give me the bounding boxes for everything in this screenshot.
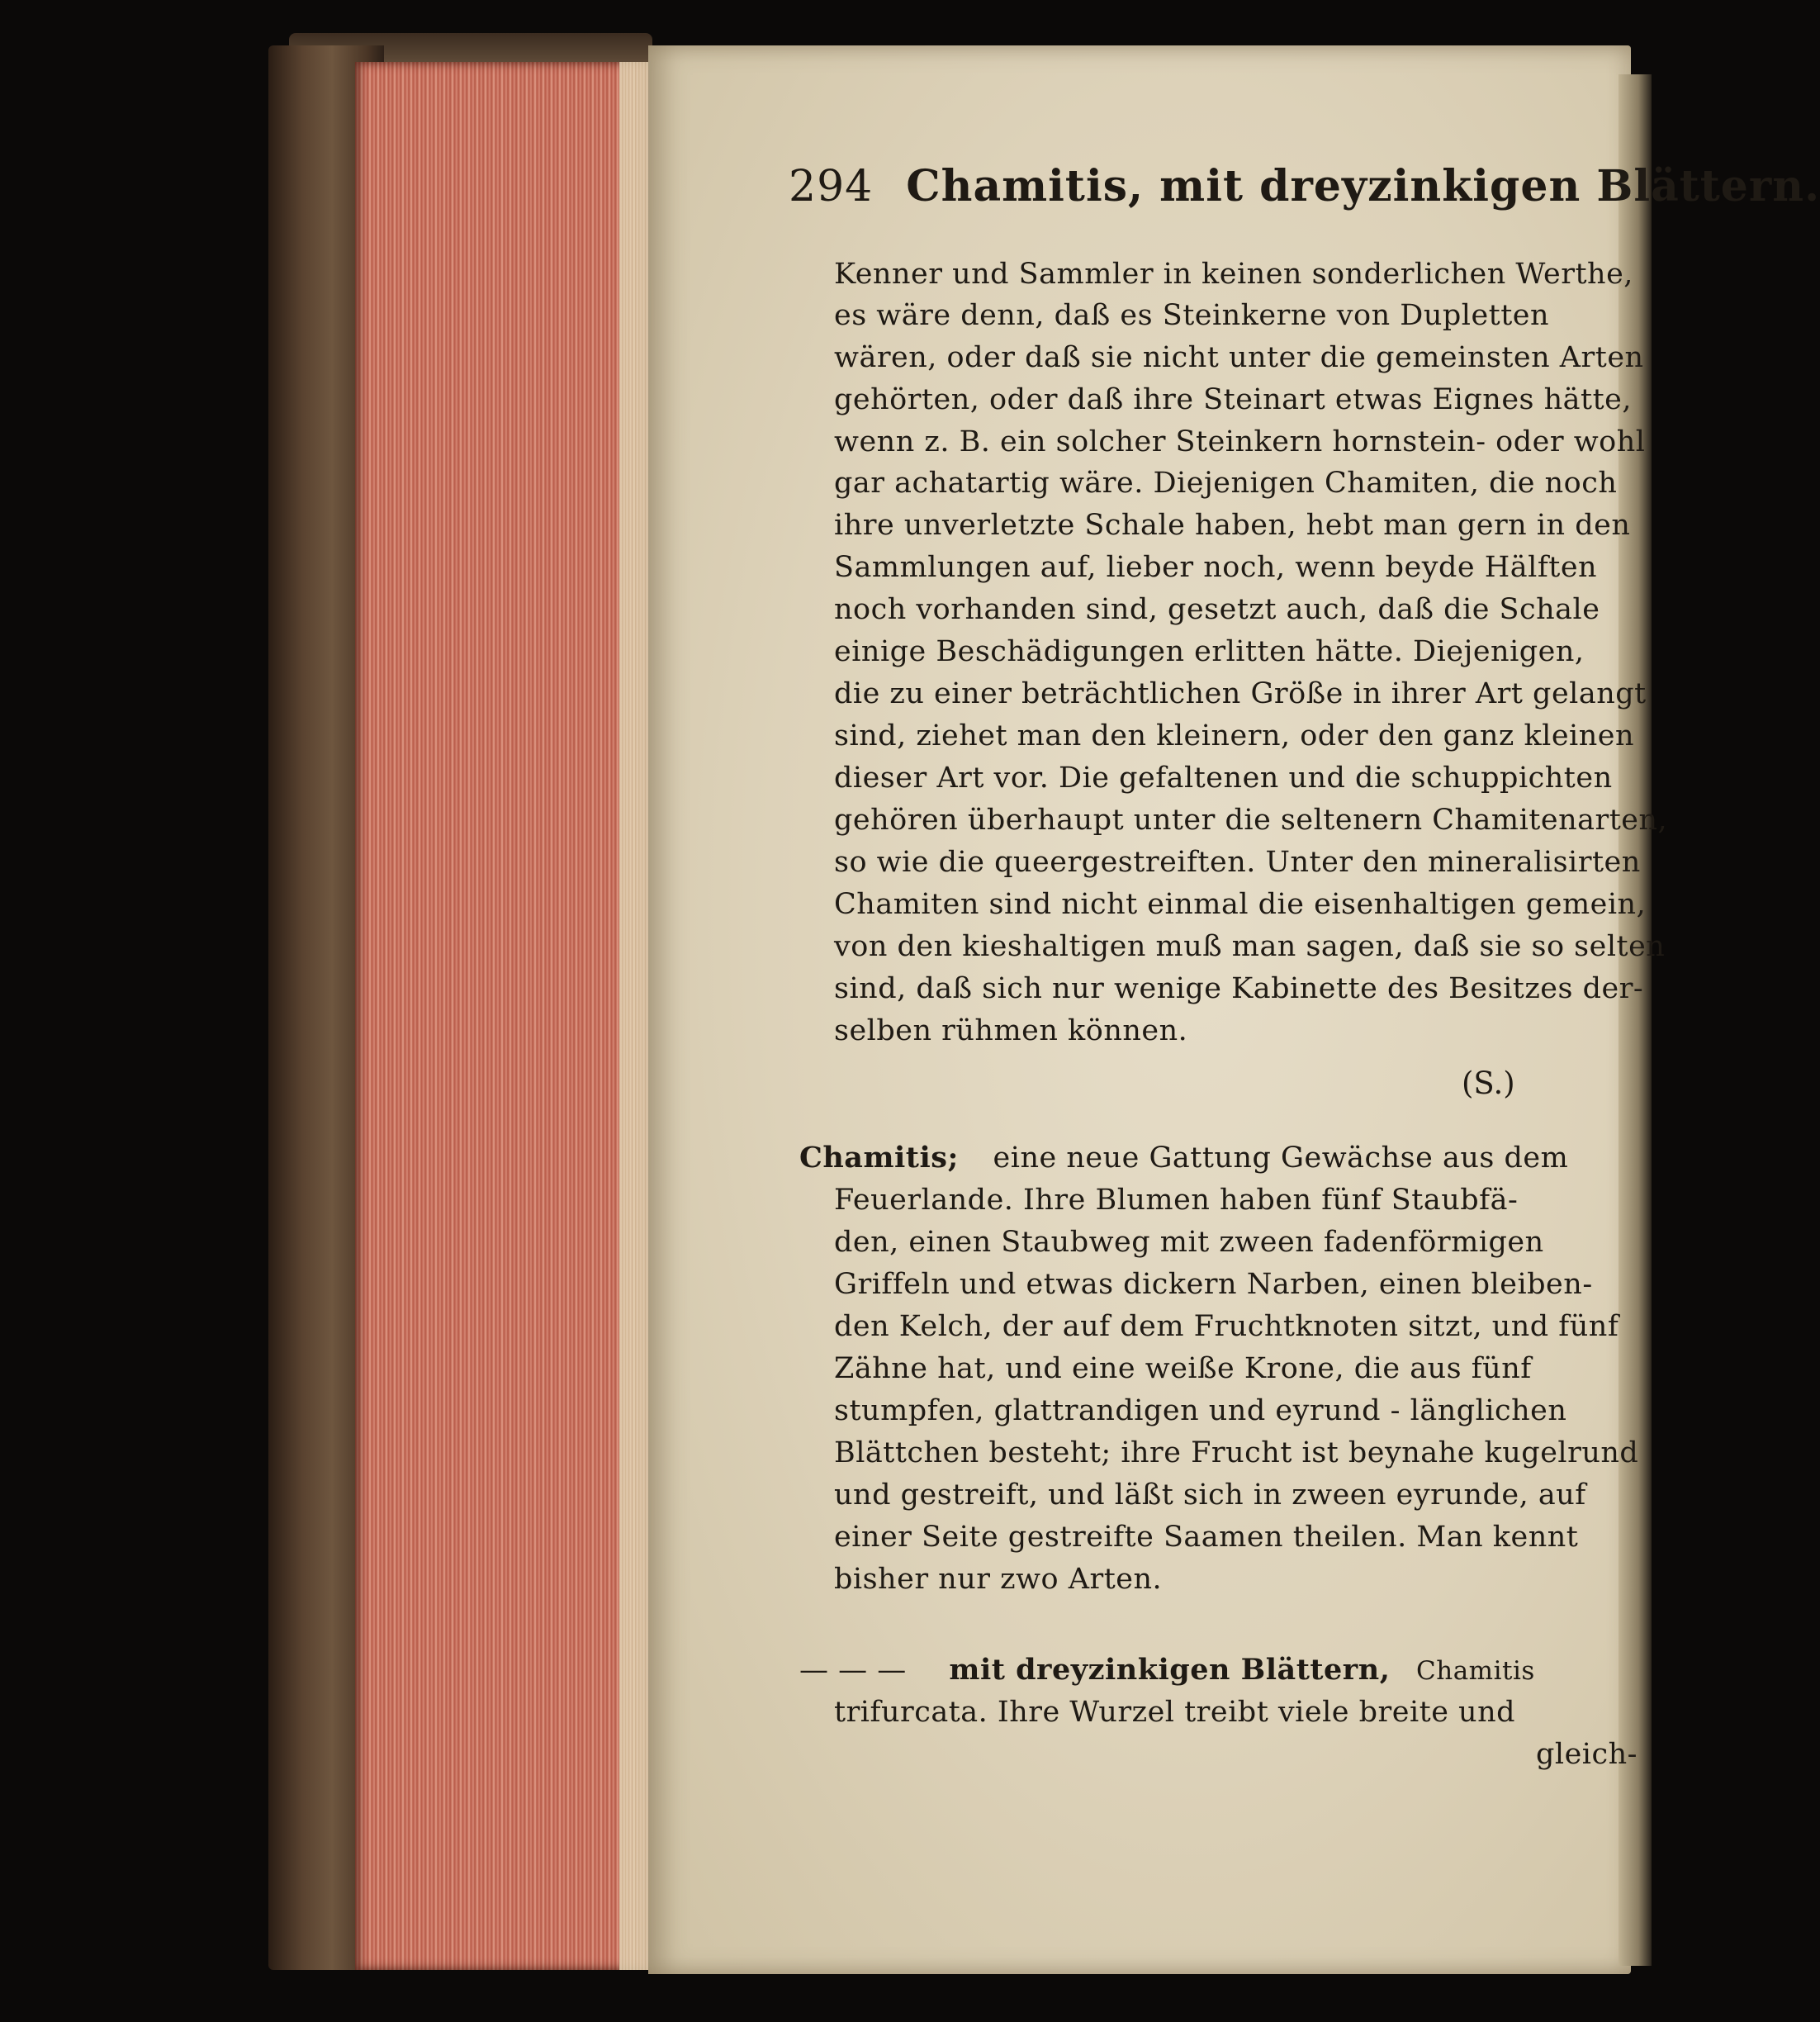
text-line: von den kieshaltigen muß man sagen, daß sie so selten xyxy=(834,930,1666,963)
text-line: und gestreift, und läßt sich in zween eyrunde, auf xyxy=(834,1479,1586,1512)
text-line: selben rühmen können. xyxy=(834,1014,1188,1047)
latin-name: Chamitis xyxy=(1416,1656,1535,1686)
text-line: einige Beschädigungen erlitten hätte. Diejenigen, xyxy=(834,635,1585,668)
text-line: trifurcata. Ihre Wurzel treibt viele breite und xyxy=(834,1696,1516,1729)
text-line: sind, daß sich nur wenige Kabinette des Besitzes der- xyxy=(834,972,1644,1005)
text-line: Zähne hat, und eine weiße Krone, die aus fünf xyxy=(834,1352,1532,1385)
entry-text: eine neue Gattung Gewächse aus dem xyxy=(993,1142,1569,1175)
text-line: Blättchen besteht; ihre Frucht ist beynahe kugelrund xyxy=(834,1436,1639,1469)
text-line: Sammlungen auf, lieber noch, wenn beyde Hälften xyxy=(834,551,1598,584)
running-head-title: Chamitis, mit dreyzinkigen Blättern. xyxy=(906,161,1820,211)
text-line: wären, oder daß sie nicht unter die gemeinsten Arten xyxy=(834,341,1644,374)
catchword: gleich- xyxy=(1536,1738,1638,1771)
text-line: stumpfen, glattrandigen und eyrund - länglichen xyxy=(834,1394,1567,1427)
text-line: die zu einer beträchtlichen Größe in ihrer Art gelangt xyxy=(834,677,1647,710)
entry-headword: Chamitis; xyxy=(799,1141,959,1175)
author-signature: (S.) xyxy=(1462,1066,1515,1101)
text-line: den, einen Staubweg mit zween fadenförmigen xyxy=(834,1226,1544,1259)
text-line: dieser Art vor. Die gefaltenen und die schuppichten xyxy=(834,762,1613,795)
text-line: wenn z. B. ein solcher Steinkern hornstein- oder wohl xyxy=(834,425,1646,458)
text-line: gehören überhaupt unter die seltenern Chamitenarten, xyxy=(834,804,1668,837)
text-line: Chamiten sind nicht einmal die eisenhaltigen gemein, xyxy=(834,888,1647,921)
text-line: sind, ziehet man den kleinern, oder den ganz kleinen xyxy=(834,719,1635,752)
text-line: den Kelch, der auf dem Fruchtknoten sitzt, und fünf xyxy=(834,1310,1619,1343)
text-line: ihre unverletzte Schale haben, hebt man gern in den xyxy=(834,509,1631,542)
text-line: einer Seite gestreifte Saamen theilen. Man kennt xyxy=(834,1521,1579,1554)
entry-headword: mit dreyzinkigen Blättern, xyxy=(949,1653,1391,1687)
entry-first-line xyxy=(799,1652,1535,1689)
text-line: bisher nur zwo Arten. xyxy=(834,1563,1163,1596)
repeat-dashes: — — — xyxy=(799,1654,907,1687)
text-line: so wie die queergestreiften. Unter den mineralisirten xyxy=(834,846,1641,879)
entry-first-line xyxy=(799,1140,1568,1176)
page-number: 294 xyxy=(789,162,874,211)
running-header xyxy=(789,161,1820,227)
text-line: gehörten, oder daß ihre Steinart etwas Eignes hätte, xyxy=(834,383,1632,416)
text-line: noch vorhanden sind, gesetzt auch, daß die Schale xyxy=(834,593,1600,626)
text-line: Griffeln und etwas dickern Narben, einen bleiben- xyxy=(834,1268,1593,1301)
text-line: Kenner und Sammler in keinen sonderlichen Werthe, xyxy=(834,258,1633,291)
text-line: gar achatartig wäre. Diejenigen Chamiten, die noch xyxy=(834,467,1618,500)
text-line: Feuerlande. Ihre Blumen haben fünf Staubfä- xyxy=(834,1184,1519,1217)
text-line: es wäre denn, daß es Steinkerne von Dupletten xyxy=(834,299,1550,332)
